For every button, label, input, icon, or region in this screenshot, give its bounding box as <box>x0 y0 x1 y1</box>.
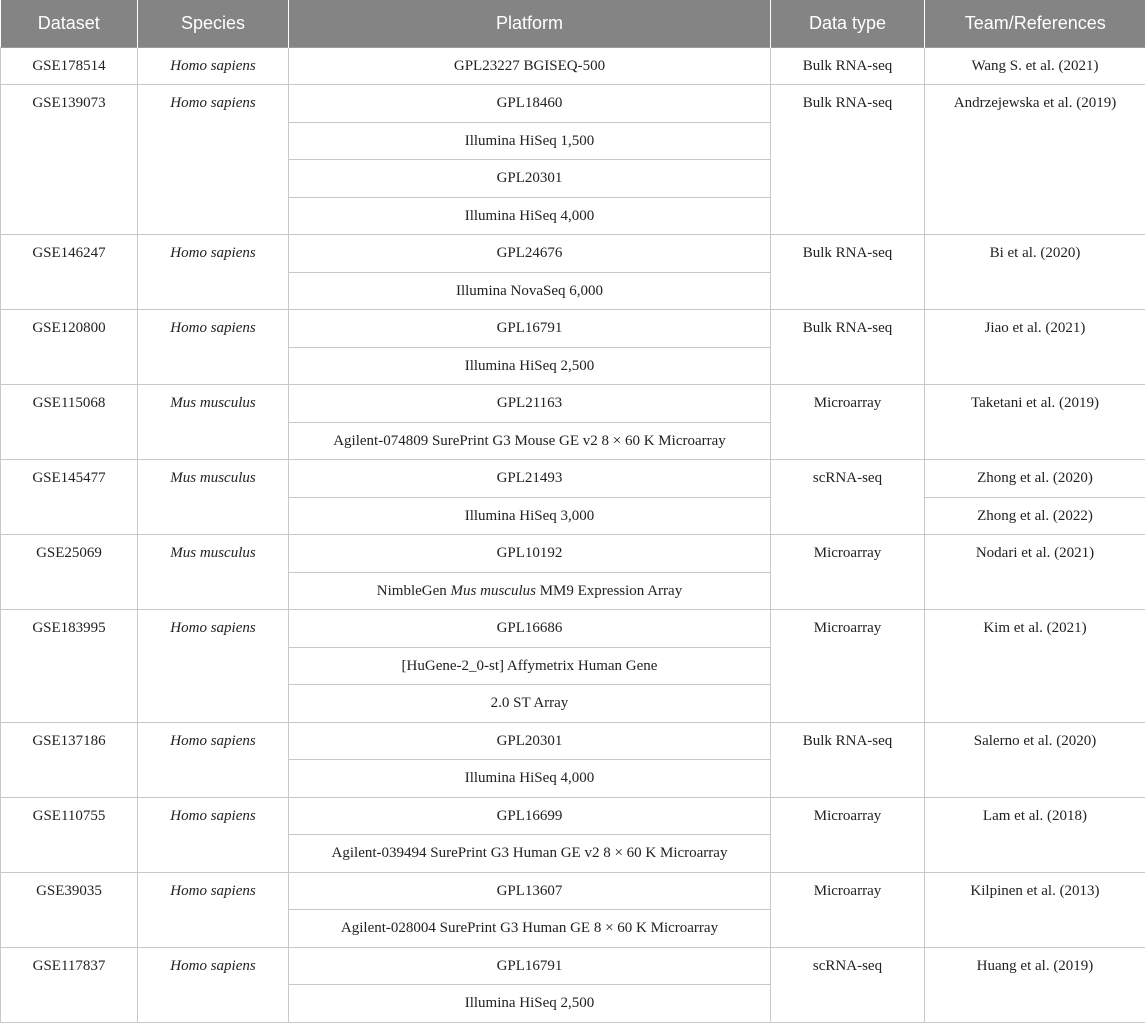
header-row <box>1 0 1145 47</box>
table-body <box>1 47 1145 1022</box>
dataset-cell: GSE120800 <box>1 310 138 385</box>
data-type-cell: Microarray <box>771 610 925 723</box>
platform-cell: GPL23227 BGISEQ-500 <box>289 47 771 85</box>
species-cell: Homo sapiens <box>138 85 289 235</box>
species-cell: Homo sapiens <box>138 872 289 947</box>
dataset-cell: GSE110755 <box>1 797 138 872</box>
species-cell: Homo sapiens <box>138 722 289 797</box>
table-row <box>1 722 1145 760</box>
dataset-cell: GSE183995 <box>1 610 138 723</box>
species-cell: Homo sapiens <box>138 947 289 1022</box>
dataset-cell: GSE145477 <box>1 460 138 535</box>
data-type-cell: Bulk RNA-seq <box>771 722 925 797</box>
platform-cell: GPL20301 <box>289 160 771 198</box>
reference-cell: Lam et al. (2018) <box>925 797 1145 872</box>
data-type-cell: scRNA-seq <box>771 947 925 1022</box>
header-data-type: Data type <box>771 0 925 47</box>
data-type-cell: Microarray <box>771 872 925 947</box>
platform-cell: Agilent-028004 SurePrint G3 Human GE 8 × 60 K Microarray <box>289 910 771 948</box>
data-type-cell: Bulk RNA-seq <box>771 85 925 235</box>
platform-cell: Illumina NovaSeq 6,000 <box>289 272 771 310</box>
dataset-cell: GSE146247 <box>1 235 138 310</box>
dataset-cell: GSE139073 <box>1 85 138 235</box>
platform-cell: Illumina HiSeq 2,500 <box>289 347 771 385</box>
platform-cell: GPL18460 <box>289 85 771 123</box>
reference-cell: Salerno et al. (2020) <box>925 722 1145 797</box>
platform-cell: GPL21493 <box>289 460 771 498</box>
table-row <box>1 947 1145 985</box>
data-type-cell: Bulk RNA-seq <box>771 235 925 310</box>
dataset-cell: GSE178514 <box>1 47 138 85</box>
reference-cell: Wang S. et al. (2021) <box>925 47 1145 85</box>
reference-cell: Andrzejewska et al. (2019) <box>925 85 1145 235</box>
dataset-cell: GSE25069 <box>1 535 138 610</box>
platform-cell: Illumina HiSeq 2,500 <box>289 985 771 1023</box>
table-row <box>1 85 1145 123</box>
dataset-cell: GSE115068 <box>1 385 138 460</box>
platform-cell: Illumina HiSeq 1,500 <box>289 122 771 160</box>
table-row <box>1 385 1145 423</box>
platform-cell: [HuGene-2_0-st] Affymetrix Human Gene <box>289 647 771 685</box>
platform-cell: GPL20301 <box>289 722 771 760</box>
platform-cell: GPL16791 <box>289 947 771 985</box>
species-cell: Mus musculus <box>138 385 289 460</box>
species-cell: Mus musculus <box>138 460 289 535</box>
data-type-cell: Bulk RNA-seq <box>771 47 925 85</box>
dataset-cell: GSE117837 <box>1 947 138 1022</box>
species-cell: Homo sapiens <box>138 310 289 385</box>
platform-cell: Agilent-074809 SurePrint G3 Mouse GE v2 8 × 60 K Microarray <box>289 422 771 460</box>
platform-cell: 2.0 ST Array <box>289 685 771 723</box>
platform-cell: Agilent-039494 SurePrint G3 Human GE v2 8 × 60 K Microarray <box>289 835 771 873</box>
header-dataset: Dataset <box>1 0 138 47</box>
table-row <box>1 797 1145 835</box>
table-header <box>1 0 1145 47</box>
reference-cell: Zhong et al. (2020) <box>925 460 1145 498</box>
header-references: Team/References <box>925 0 1145 47</box>
header-species: Species <box>138 0 289 47</box>
reference-cell: Huang et al. (2019) <box>925 947 1145 1022</box>
platform-cell: Illumina HiSeq 3,000 <box>289 497 771 535</box>
species-cell: Homo sapiens <box>138 797 289 872</box>
reference-cell: Nodari et al. (2021) <box>925 535 1145 610</box>
platform-cell: GPL21163 <box>289 385 771 423</box>
table-row <box>1 235 1145 273</box>
platform-cell: GPL16686 <box>289 610 771 648</box>
platform-cell: Illumina HiSeq 4,000 <box>289 197 771 235</box>
species-inline: Mus musculus <box>451 583 536 599</box>
platform-cell: Illumina HiSeq 4,000 <box>289 760 771 798</box>
platform-cell: GPL16699 <box>289 797 771 835</box>
table-row <box>1 47 1145 85</box>
dataset-cell: GSE137186 <box>1 722 138 797</box>
table-row <box>1 460 1145 498</box>
reference-cell: Taketani et al. (2019) <box>925 385 1145 460</box>
platform-cell: GPL24676 <box>289 235 771 273</box>
data-type-cell: Microarray <box>771 385 925 460</box>
species-cell: Homo sapiens <box>138 235 289 310</box>
reference-cell: Jiao et al. (2021) <box>925 310 1145 385</box>
species-cell: Homo sapiens <box>138 610 289 723</box>
reference-cell: Zhong et al. (2022) <box>925 497 1145 535</box>
reference-cell: Kim et al. (2021) <box>925 610 1145 723</box>
data-type-cell: Microarray <box>771 535 925 610</box>
data-type-cell: Bulk RNA-seq <box>771 310 925 385</box>
platform-cell: GPL16791 <box>289 310 771 348</box>
species-cell: Homo sapiens <box>138 47 289 85</box>
species-cell: Mus musculus <box>138 535 289 610</box>
reference-cell: Kilpinen et al. (2013) <box>925 872 1145 947</box>
header-platform: Platform <box>289 0 771 47</box>
dataset-cell: GSE39035 <box>1 872 138 947</box>
data-type-cell: scRNA-seq <box>771 460 925 535</box>
platform-cell: GPL13607 <box>289 872 771 910</box>
table-row <box>1 310 1145 348</box>
table-row <box>1 535 1145 573</box>
table-row <box>1 610 1145 648</box>
platform-cell: NimbleGen Mus musculus MM9 Expression Array <box>289 572 771 610</box>
platform-cell: GPL10192 <box>289 535 771 573</box>
data-type-cell: Microarray <box>771 797 925 872</box>
table-row <box>1 872 1145 910</box>
reference-cell: Bi et al. (2020) <box>925 235 1145 310</box>
